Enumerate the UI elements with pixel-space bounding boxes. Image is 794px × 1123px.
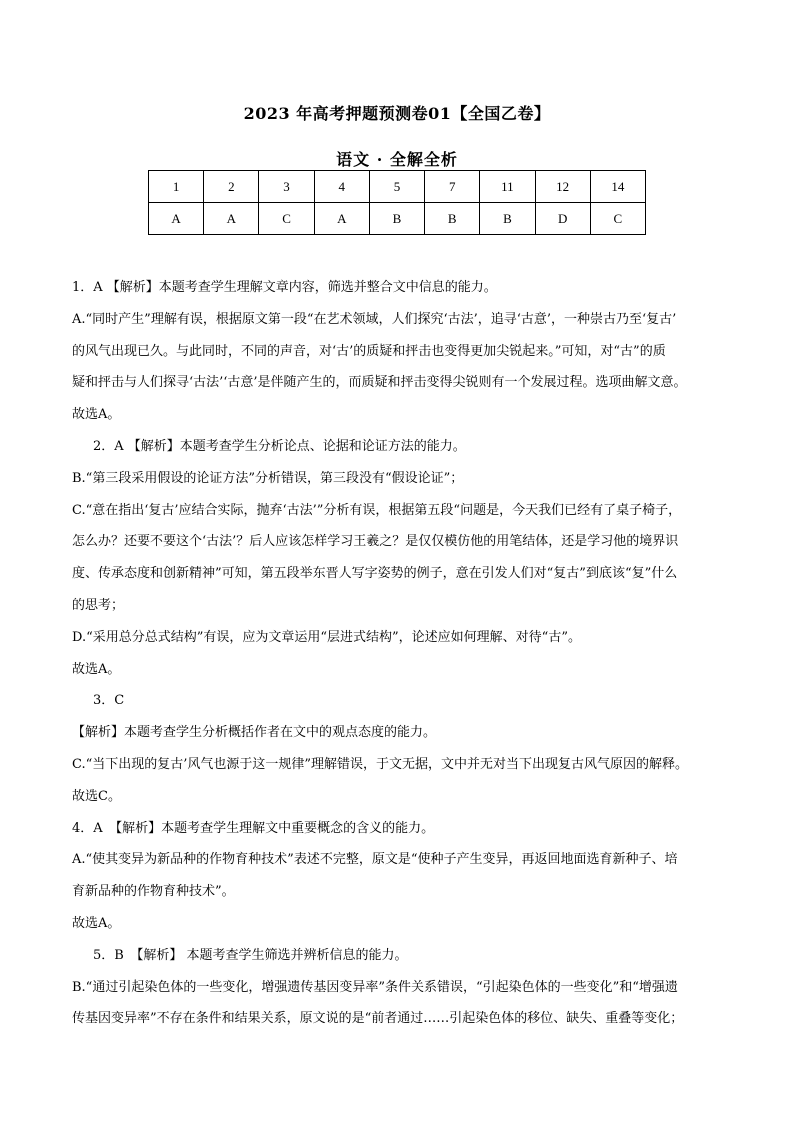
explanation-line: B.“第三段采用假设的论证方法”分析错误，第三段没有“假设论证”； — [72, 470, 464, 486]
question-number-cell: 5 — [369, 171, 424, 203]
explanation-line: 2．A 【解析】本题考查学生分析论点、论据和论证方法的能力。 — [93, 438, 466, 454]
question-number-cell: 1 — [149, 171, 204, 203]
explanation-line: 育新品种的作物育种技术”。 — [72, 884, 235, 900]
answer-table — [148, 170, 646, 235]
explanation-line: C.“当下出现的复古’风气也源于这一规律”理解错误，于文无据，文中并无对当下出现复古风气原因的解释。 — [72, 756, 689, 772]
answer-cell: B — [480, 203, 535, 235]
explanation-line: 【解析】本题考查学生分析概括作者在文中的观点态度的能力。 — [72, 725, 437, 741]
answer-cell: C — [259, 203, 314, 235]
explanation-line: 的思考； — [72, 597, 125, 613]
explanation-body — [72, 272, 732, 1035]
explanation-line: A.“使其变异为新品种的作物育种技术”表述不完整，原文是“使种子产生变异，再返回地面选育新种子、培 — [72, 852, 678, 868]
explanation-line: 传基因变异率”不存在条件和结果关系，原文说的是“前者通过……引起染色体的移位、缺失、重叠等变化； — [72, 1011, 684, 1027]
answer-cell: B — [369, 203, 424, 235]
explanation-line: A.“同时产生”理解有误，根据原文第一段“在艺术领域，人们探究‘古法’，追寻‘古意’，一种崇古乃至‘复古’ — [72, 311, 677, 327]
answer-cell: A — [149, 203, 204, 235]
question-number-cell: 12 — [535, 171, 590, 203]
answer-cell: B — [425, 203, 480, 235]
explanation-line: D.“采用总分总式结构”有误，应为文章运用“层进式结构”，论述应如何理解、对待“古”。 — [72, 629, 581, 645]
explanation-line: 的风气出现已久。与此同时，不同的声音，对‘古’的质疑和抨击也变得更加尖锐起来。”可知，对“古”的质 — [72, 343, 666, 359]
explanation-line: C.“意在指出‘复古’应结合实际，抛弃‘古法’”分析有误，根据第五段“问题是，今天我们已经有了桌子椅子， — [72, 502, 682, 518]
explanation-line: B.“通过引起染色体的一些变化，增强遗传基因变异率”条件关系错误，“引起染色体的一些变化”和“增强遗 — [72, 979, 678, 995]
document-subtitle: 语文 · 全解全析 — [336, 150, 458, 169]
explanation-line: 1．A 【解析】本题考查学生理解文章内容，筛选并整合文中信息的能力。 — [72, 280, 497, 295]
explanation-line: 故选A。 — [72, 661, 121, 677]
answer-table-answer-row — [149, 203, 646, 235]
question-number-cell: 4 — [314, 171, 369, 203]
explanation-line: 疑和抨击与人们探寻‘古法’‘古意’是伴随产生的，而质疑和抨击变得尖锐则有一个发展过程。选项曲解文意。 — [72, 375, 687, 391]
explanation-line: 4．A 【解析】本题考查学生理解文中重要概念的含义的能力。 — [72, 820, 435, 836]
document-title: 2023 年高考押题预测卷01【全国乙卷】 — [243, 104, 551, 123]
question-number-cell: 3 — [259, 171, 314, 203]
answer-table-question-row — [149, 171, 646, 203]
explanation-line: 怎么办？还要不要这个‘古法’？后人应该怎样学习王羲之？是仅仅模仿他的用笔结体，还是学习他的境界识 — [72, 534, 679, 550]
answer-cell: A — [314, 203, 369, 235]
answer-cell: C — [590, 203, 645, 235]
explanation-line: 故选A。 — [72, 915, 121, 931]
explanation-line: 故选A。 — [72, 407, 121, 423]
explanation-line: 3．C — [93, 693, 125, 709]
question-number-cell: 7 — [425, 171, 480, 203]
question-number-cell: 11 — [480, 171, 535, 203]
explanation-line: 故选C。 — [72, 788, 121, 804]
question-number-cell: 14 — [590, 171, 645, 203]
explanation-line: 度、传承态度和创新精神”可知，第五段举东晋人写字姿势的例子，意在引发人们对“复古”到底该“复”什么 — [72, 566, 678, 582]
explanation-line: 5．B 【解析】 本题考查学生筛选并辨析信息的能力。 — [93, 947, 408, 963]
question-number-cell: 2 — [204, 171, 259, 203]
answer-cell: A — [204, 203, 259, 235]
answer-cell: D — [535, 203, 590, 235]
